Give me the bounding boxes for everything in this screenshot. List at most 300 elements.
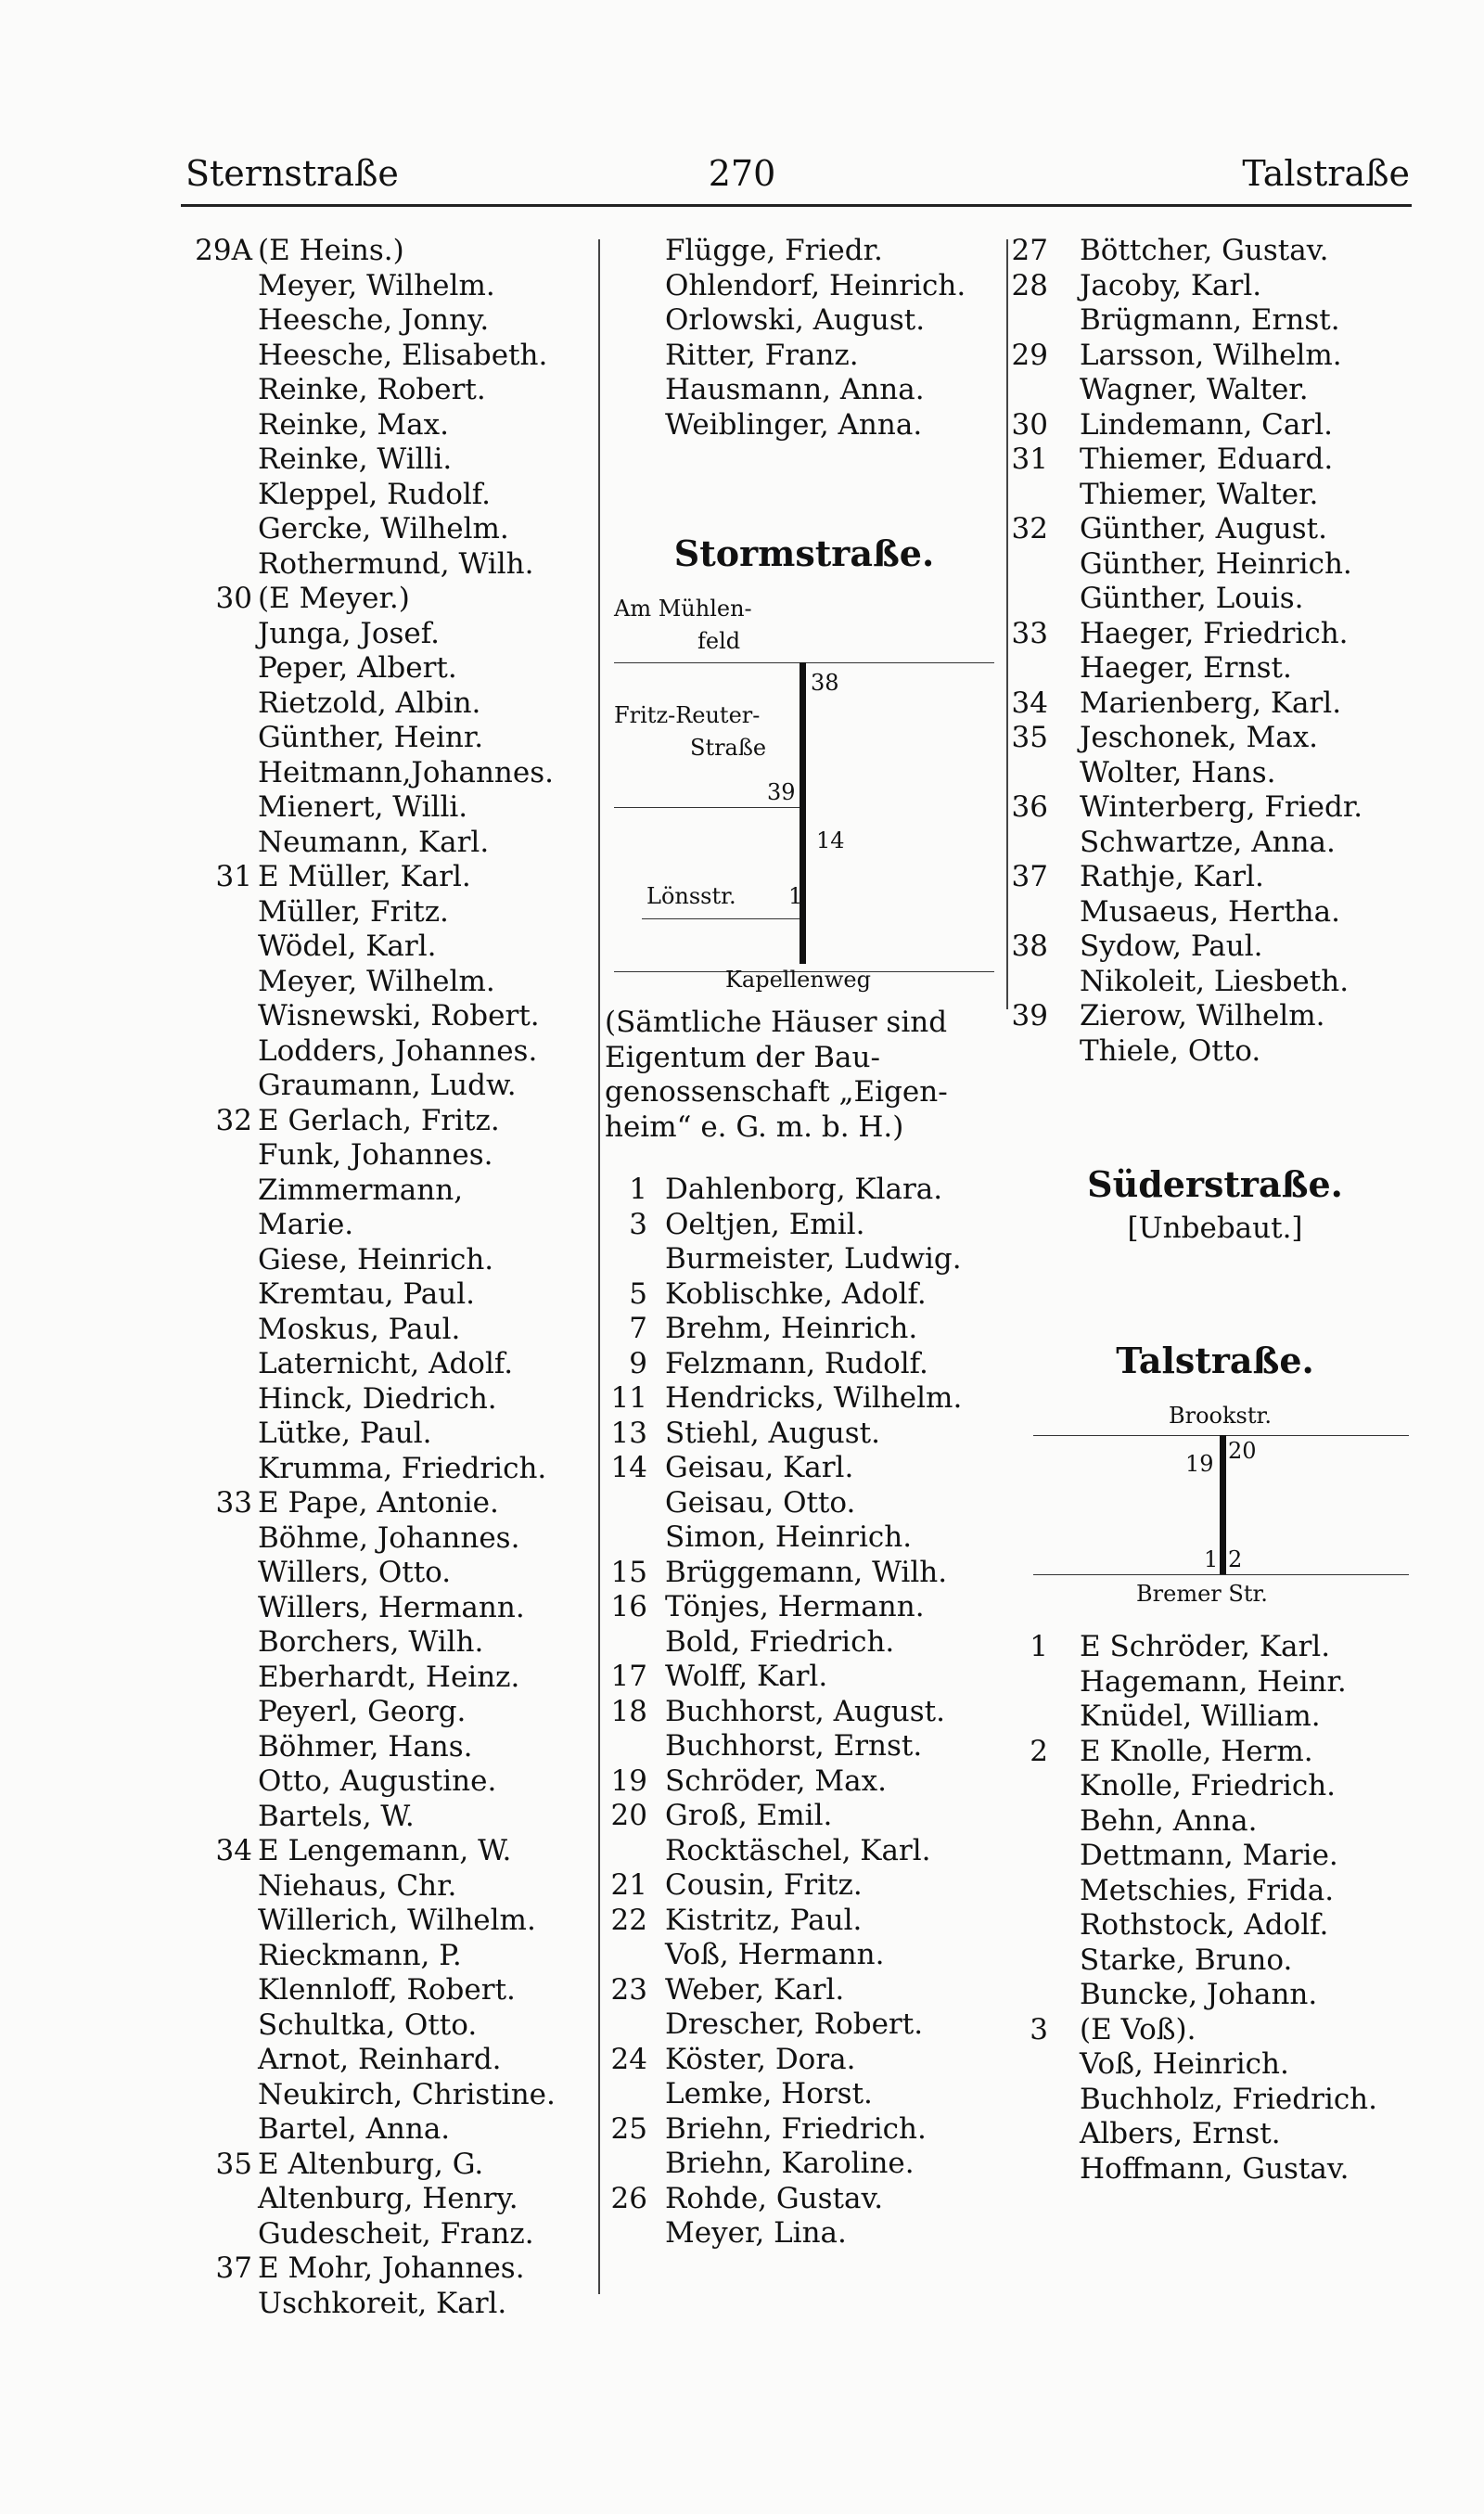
resident-name: (E Meyer.) [258,582,410,615]
directory-entry [186,1208,594,1243]
directory-entry [605,1173,1004,1208]
map-side-street-2: Straße [690,735,767,761]
header-rule [181,204,1412,207]
resident-name: Lemke, Horst. [665,2077,873,2110]
directory-entry [186,1174,594,1209]
directory-entry [605,1312,1004,1347]
directory-entry [186,756,594,791]
directory-entry [605,1590,1004,1625]
resident-name: Arnot, Reinhard. [258,2043,502,2076]
ownership-note-line [605,1110,1004,1146]
directory-entry [186,651,594,686]
directory-entry [1011,443,1419,478]
house-number: 3 [629,1207,647,1241]
directory-entry [186,860,594,895]
directory-entry [605,1417,1004,1452]
directory-entry [1011,512,1419,547]
directory-entry [605,1277,1004,1313]
house-number: 32 [1011,512,1048,545]
directory-entry [605,2216,1004,2251]
directory-entry [605,269,1004,304]
house-number: 28 [1011,268,1048,302]
house-number: 24 [610,2042,647,2076]
directory-entry [1011,2117,1419,2152]
section-heading-stormstrasse: Stormstraße. [673,532,935,574]
map-street-bar [800,662,806,964]
resident-name: Zimmermann, [258,1173,464,1207]
directory-entry [1011,651,1419,686]
resident-name: Buchhorst, August. [665,1694,945,1728]
directory-entry [186,1313,594,1348]
resident-name: Buchhorst, Ernst. [665,1729,923,1763]
directory-entry [186,1277,594,1313]
directory-entry [186,2217,594,2252]
directory-entry [605,1556,1004,1591]
directory-entry [605,1868,1004,1904]
house-number: 34 [215,1834,252,1867]
house-number: 33 [215,1486,252,1520]
directory-entry [1011,860,1419,895]
spacer [605,443,1004,531]
resident-name: Briehn, Karoline. [665,2147,915,2180]
map-line-mid [614,807,800,808]
house-number: 32 [215,1103,252,1137]
resident-name: Rietzold, Albin. [258,686,481,720]
resident-name: Bartel, Anna. [258,2112,451,2146]
house-number: 31 [1011,443,1048,476]
resident-name: Schultka, Otto. [258,2007,478,2042]
resident-name: Kistritz, Paul. [665,1903,863,1937]
directory-entry [605,1208,1004,1243]
directory-entry [1011,1874,1419,1909]
map-street-bottom: Bremer Str. [1136,1581,1268,1607]
directory-entry [186,1904,594,1939]
running-head-right: Talstraße [1242,153,1410,194]
house-number: 38 [1011,930,1048,963]
resident-name: Altenburg, Henry. [258,2182,518,2215]
spacer [605,1145,1004,1173]
house-number: 26 [610,2181,647,2215]
directory-entry [1011,1735,1419,1770]
directory-entry [1011,1700,1419,1735]
house-number: 9 [629,1346,647,1380]
map-street-bottom: Kapellenweg [725,967,871,993]
map-street-top-2: feld [697,628,741,654]
house-number: 18 [610,1694,647,1728]
directory-entry [186,2287,594,2322]
directory-entry [1011,408,1419,443]
resident-name: (E Heins.) [258,234,404,267]
directory-entry [1011,373,1419,408]
resident-name: Cousin, Fritz. [665,1868,863,1902]
directory-entry [186,686,594,722]
directory-entry [605,1242,1004,1277]
resident-name: Niehaus, Chr. [258,1868,457,1903]
resident-name: Koblischke, Adolf. [665,1276,927,1311]
directory-entry [186,512,594,547]
directory-entry [605,1938,1004,1973]
resident-name: Willerich, Wilhelm. [258,1904,536,1937]
resident-name: Rocktäschel, Karl. [665,1833,931,1867]
house-number: 34 [1011,686,1048,720]
directory-entry [1011,2083,1419,2118]
ownership-note-line [605,1041,1004,1076]
resident-name: E Mohr, Johannes. [258,2251,525,2285]
house-number: 1 [629,1173,647,1206]
map-number: 19 [1185,1451,1214,1477]
resident-name: Wolff, Karl. [665,1660,828,1693]
directory-entry [186,1973,594,2008]
house-number: 15 [610,1555,647,1589]
resident-name: Weiblinger, Anna. [665,407,923,442]
resident-name: Simon, Heinrich. [665,1520,913,1554]
resident-name: Geisau, Karl. [665,1451,854,1484]
house-number: 35 [1011,721,1048,754]
directory-entry [1011,1804,1419,1840]
resident-name: (E Voß). [1080,2012,1196,2046]
resident-name: Günther, August. [1080,512,1327,545]
house-number: 1 [1030,1630,1048,1663]
directory-entry [605,1764,1004,1800]
resident-name: Groß, Emil. [665,1799,833,1832]
resident-name: Müller, Fritz. [258,894,449,929]
directory-entry [605,1347,1004,1382]
map-line-cross [642,918,800,919]
directory-entry [186,1452,594,1487]
resident-name: Kremtau, Paul. [258,1277,476,1311]
house-number: 2 [1030,1734,1048,1768]
house-number: 37 [215,2251,252,2285]
house-number: 14 [610,1451,647,1484]
resident-name: Heesche, Jonny. [258,303,490,337]
note-text: genossenschaft „Eigen- [605,1075,948,1109]
directory-entry [186,1556,594,1591]
directory-entry [1011,234,1419,269]
directory-entry [1011,756,1419,791]
resident-name: Köster, Dora. [665,2042,856,2076]
house-number: 29 [1011,338,1048,372]
directory-entry [186,1138,594,1174]
house-number: 27 [1011,234,1048,267]
resident-name: E Müller, Karl. [258,860,471,893]
resident-name: Marie. [258,1208,354,1241]
map-street-top: Brookstr. [1169,1403,1272,1429]
resident-name: Nikoleit, Liesbeth. [1080,964,1350,998]
resident-name: Hoffmann, Gustav. [1080,2151,1350,2186]
resident-name: Schröder, Max. [665,1764,887,1798]
resident-name: Hendricks, Wilhelm. [665,1381,963,1415]
directory-entry [186,2112,594,2148]
house-number: 19 [610,1764,647,1798]
resident-name: Larsson, Wilhelm. [1080,338,1342,372]
spacer [1011,1250,1419,1338]
resident-name: Reinke, Willi. [258,443,453,476]
resident-name: Lindemann, Carl. [1080,407,1333,442]
house-number: 11 [610,1381,647,1415]
directory-entry [1011,2047,1419,2083]
resident-name: Rothermund, Wilh. [258,546,534,581]
resident-name: Orlowski, August. [665,303,926,337]
resident-name: Dahlenborg, Klara. [665,1173,943,1206]
resident-name: Wödel, Karl. [258,930,437,963]
column-divider-right [1006,239,1008,1009]
map-side-street: Fritz-Reuter- [614,702,761,728]
resident-name: Jeschonek, Max. [1080,721,1319,754]
house-number: 29A [195,234,252,267]
directory-entry [186,1521,594,1557]
house-number: 23 [610,1972,647,2007]
directory-entry [186,1104,594,1139]
directory-entry [186,2008,594,2044]
spacer [605,994,1004,1006]
directory-entry [186,2251,594,2287]
resident-name: Uschkoreit, Karl. [258,2286,507,2320]
directory-entry [186,478,594,513]
directory-entry [605,2077,1004,2112]
directory-entry [186,1661,594,1696]
resident-name: Moskus, Paul. [258,1312,461,1346]
ownership-note-line [605,1075,1004,1110]
directory-entry [605,373,1004,408]
resident-name: Eberhardt, Heinz. [258,1660,520,1694]
resident-name: Gercke, Wilhelm. [258,512,509,545]
unbuilt-note: [Unbebaut.] [1127,1212,1303,1245]
resident-name: Brügmann, Ernst. [1080,303,1340,337]
resident-name: Junga, Josef. [258,616,440,650]
directory-entry [1011,686,1419,722]
map-street-bar [1220,1435,1226,1574]
directory-entry [186,1069,594,1104]
house-number: 39 [1011,999,1048,1033]
note-text: heim“ e. G. m. b. H.) [605,1109,904,1144]
house-number: 30 [215,582,252,615]
spacer [1011,1384,1419,1403]
resident-name: Knolle, Friedrich. [1080,1769,1337,1802]
resident-name: Funk, Johannes. [258,1138,493,1172]
directory-entry [1011,1943,1419,1979]
map-street-top: Am Mühlen- [614,596,752,622]
directory-entry [605,1695,1004,1730]
directory-entry [186,1625,594,1661]
map-number: 1 [1204,1546,1219,1572]
resident-name: Willers, Otto. [258,1556,452,1589]
resident-name: Stiehl, August. [665,1416,880,1450]
directory-entry [186,443,594,478]
resident-name: Buchholz, Friedrich. [1080,2082,1378,2116]
directory-entry [186,1939,594,1974]
resident-name: Bold, Friedrich. [665,1624,895,1659]
resident-name: Graumann, Ludw. [258,1069,517,1102]
running-head-left: Sternstraße [186,153,399,194]
resident-name: Wolter, Hans. [1080,755,1276,789]
resident-name: Brehm, Heinrich. [665,1312,918,1345]
directory-entry [605,1625,1004,1661]
resident-name: Briehn, Friedrich. [665,2111,927,2146]
house-number: 5 [629,1276,647,1311]
spacer [1011,1069,1419,1161]
directory-entry [186,617,594,652]
resident-name: Thiemer, Walter. [1080,477,1319,511]
resident-name: Zierow, Wilhelm. [1080,999,1325,1033]
resident-name: Otto, Augustine. [258,1764,497,1798]
map-number: 14 [816,827,845,853]
directory-entry [605,1486,1004,1521]
resident-name: Marienberg, Karl. [1080,686,1342,720]
resident-name: Ohlendorf, Heinrich. [665,268,966,302]
map-number: 39 [767,779,796,805]
house-number: 25 [610,2111,647,2146]
resident-name: Metschies, Frida. [1080,1873,1335,1907]
resident-name: Hinck, Diedrich. [258,1381,497,1416]
resident-name: Peper, Albert. [258,651,457,685]
resident-name: Ritter, Franz. [665,338,859,372]
directory-entry [186,373,594,408]
resident-name: Böhmer, Hans. [258,1729,473,1764]
directory-entry [186,1382,594,1417]
resident-name: Oeltjen, Emil. [665,1207,865,1241]
resident-name: Neumann, Karl. [258,825,490,859]
note-text: (Sämtliche Häuser sind [605,1006,948,1039]
resident-name: Brüggemann, Wilh. [665,1555,948,1589]
directory-entry [186,2043,594,2078]
directory-entry [1011,1769,1419,1804]
resident-name: Lodders, Johannes. [258,1033,538,1068]
resident-name: Starke, Bruno. [1080,1943,1293,1977]
house-number: 7 [629,1312,647,1345]
directory-entry [1011,930,1419,965]
resident-name: Willers, Hermann. [258,1590,525,1624]
directory-entry [1011,2013,1419,2048]
directory-entry [186,930,594,965]
directory-entry [186,2182,594,2217]
directory-entry [1011,1908,1419,1943]
resident-name: Thiemer, Eduard. [1080,443,1334,476]
resident-name: Voß, Hermann. [665,1938,885,1971]
resident-name: Wisnewski, Robert. [258,999,540,1033]
map-cross-street: Lönsstr. [646,883,736,909]
directory-entry [1011,999,1419,1034]
resident-name: E Lengemann, W. [258,1834,512,1867]
resident-name: E Schröder, Karl. [1080,1630,1331,1663]
directory-entry [605,2112,1004,2148]
resident-name: Gudescheit, Franz. [258,2216,534,2251]
resident-name: Günther, Heinrich. [1080,546,1352,581]
resident-name: Heitmann,Johannes. [258,755,554,789]
resident-name: Neukirch, Christine. [258,2077,556,2111]
directory-entry [186,2078,594,2113]
directory-entry [186,582,594,617]
directory-entry [1011,478,1419,513]
directory-entry [186,408,594,443]
column-talstrasse [1011,234,1419,2187]
column-stormstrasse [605,234,1004,2251]
directory-entry [1011,1978,1419,2013]
directory-entry [186,826,594,861]
directory-entry [186,1417,594,1452]
map-line-bottom [1033,1574,1409,1575]
resident-name: Hagemann, Heinr. [1080,1664,1347,1699]
resident-name: Heesche, Elisabeth. [258,338,548,372]
resident-name: Rothstock, Adolf. [1080,1908,1329,1942]
resident-name: Lütke, Paul. [258,1417,432,1450]
directory-entry [186,1764,594,1800]
directory-entry [186,721,594,756]
resident-name: Winterberg, Friedr. [1080,790,1363,824]
spacer [1011,1607,1419,1630]
resident-name: E Gerlach, Fritz. [258,1103,500,1137]
resident-name: Flügge, Friedr. [665,234,883,267]
resident-name: Schwartze, Anna. [1080,825,1336,859]
street-map-talstrasse [1011,1403,1419,1607]
house-number: 37 [1011,860,1048,893]
house-number: 36 [1011,790,1048,824]
directory-entry [605,2007,1004,2043]
resident-name: Thiele, Otto. [1080,1033,1261,1068]
map-number: 20 [1228,1438,1257,1464]
directory-entry [186,234,594,269]
directory-entry [186,1695,594,1730]
directory-entry [186,2148,594,2183]
resident-name: Rohde, Gustav. [665,2181,884,2215]
house-number: 35 [215,2147,252,2181]
directory-entry [186,965,594,1000]
directory-entry [1011,1034,1419,1070]
resident-name: Reinke, Robert. [258,373,486,406]
directory-entry [1011,2152,1419,2187]
resident-name: Knüdel, William. [1080,1700,1321,1733]
resident-name: Günther, Louis. [1080,582,1304,615]
directory-entry [605,1799,1004,1834]
directory-entry [186,1730,594,1765]
directory-entry [605,2147,1004,2182]
house-number: 31 [215,860,252,893]
directory-entry [605,1834,1004,1869]
directory-entry [605,2182,1004,2217]
resident-name: Klennloff, Robert. [258,1973,516,2007]
column-divider-left [598,239,600,2294]
directory-entry [186,269,594,304]
house-number: 21 [610,1868,647,1902]
house-number: 16 [610,1590,647,1623]
house-number: 3 [1030,2012,1048,2046]
directory-entry [186,1834,594,1869]
directory-entry [1011,895,1419,930]
directory-entry [1011,1630,1419,1665]
section-heading-talstrasse: Talstraße. [1116,1340,1314,1381]
house-number: 13 [610,1416,647,1450]
resident-name: Voß, Heinrich. [1080,2047,1289,2081]
directory-entry [605,2043,1004,2078]
house-number: 20 [610,1799,647,1832]
directory-entry [186,895,594,930]
resident-name: Günther, Heinr. [258,721,484,754]
resident-name: Drescher, Robert. [665,2007,924,2041]
directory-entry [605,1904,1004,1939]
resident-name: Burmeister, Ludwig. [665,1242,962,1276]
resident-name: Rieckmann, P. [258,1938,462,1972]
directory-entry [1011,269,1419,304]
directory-entry [1011,826,1419,861]
directory-entry [605,408,1004,443]
resident-name: E Altenburg, G. [258,2147,484,2181]
page-number: 270 [708,153,776,194]
note-text: Eigentum der Bau- [605,1040,880,1074]
resident-name: Böttcher, Gustav. [1080,234,1329,267]
resident-name: Sydow, Paul. [1080,930,1263,963]
directory-entry [605,1973,1004,2008]
directory-entry [1011,617,1419,652]
directory-entry [1011,1839,1419,1874]
